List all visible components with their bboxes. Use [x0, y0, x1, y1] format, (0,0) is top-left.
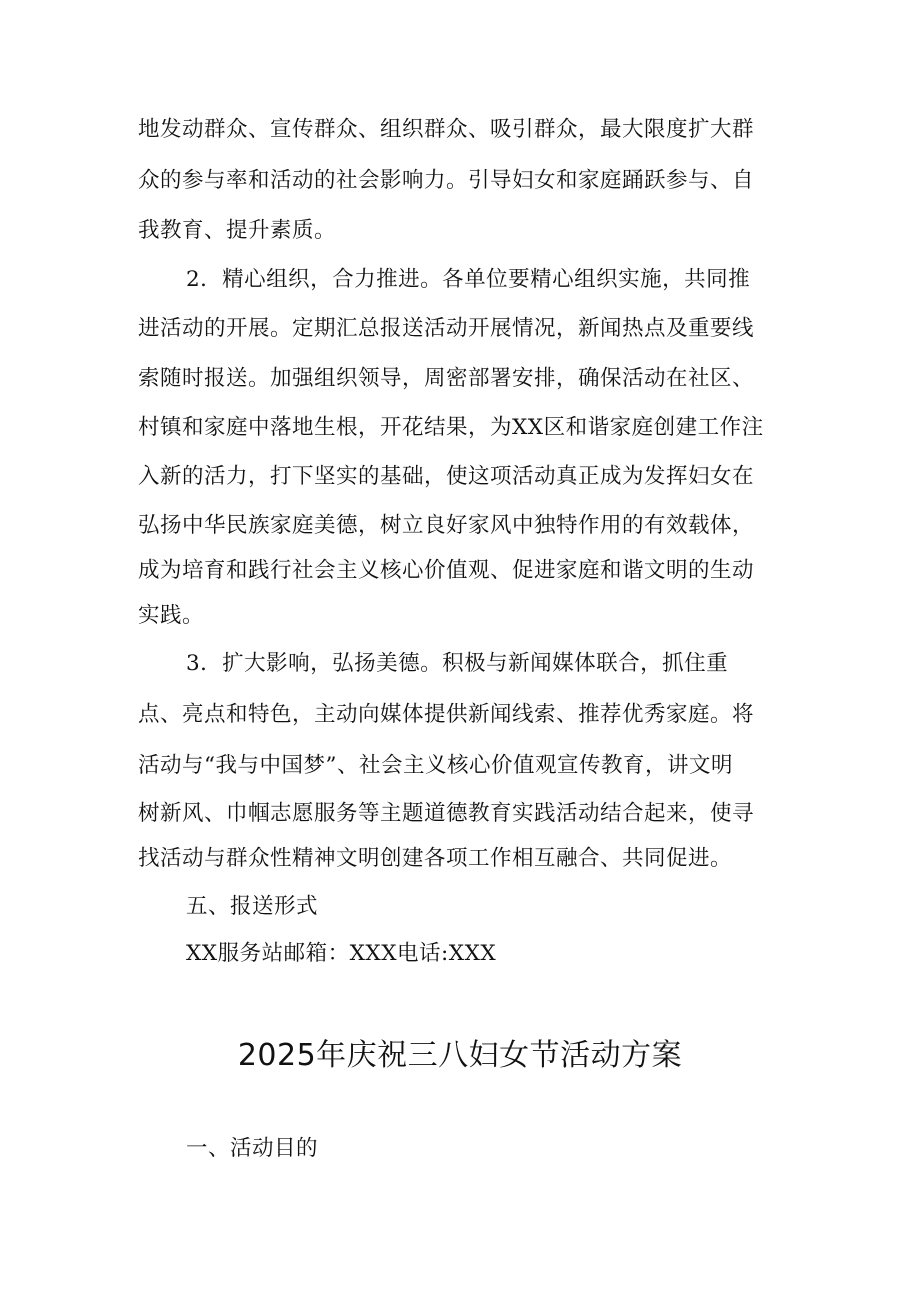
- paragraph-line: 3．扩大影响，弘扬美德。积极与新闻媒体联合，抓住重: [186, 651, 729, 676]
- paragraph-line: 索随时报送。加强组织领导，周密部署安排，确保活动在社区、: [138, 366, 755, 391]
- paragraph-line: 树新风、巾帼志愿服务等主题道德教育实践活动结合起来，使寻: [138, 801, 755, 826]
- paragraph-line: 找活动与群众性精神文明创建各项工作相互融合、共同促进。: [138, 846, 733, 871]
- document-title: 2025年庆祝三八妇女节活动方案: [237, 1038, 683, 1073]
- contact-line: XX服务站邮箱：XXX电话:XXX: [186, 941, 497, 966]
- paragraph-line: 活动与“我与中国梦”、社会主义核心价值观宣传教育，讲文明: [138, 753, 733, 778]
- paragraph-line: 众的参与率和活动的社会影响力。引导妇女和家庭踊跃参与、自: [138, 168, 755, 193]
- paragraph-line: 我教育、提升素质。: [138, 218, 337, 243]
- paragraph-line: 村镇和家庭中落地生根，开花结果，为XX区和谐家庭创建工作注: [138, 415, 764, 440]
- paragraph-line: 地发动群众、宣传群众、组织群众、吸引群众，最大限度扩大群: [138, 117, 755, 142]
- paragraph-line: 成为培育和践行社会主义核心价值观、促进家庭和谐文明的生动: [138, 558, 755, 583]
- paragraph-line: 入新的活力，打下坚实的基础，使这项活动真正成为发挥妇女在: [138, 464, 755, 489]
- paragraph-line: 弘扬中华民族家庭美德，树立良好家风中独特作用的有效载体，: [138, 513, 755, 538]
- paragraph-line: 2．精心组织，合力推进。各单位要精心组织实施，共同推: [186, 267, 751, 292]
- paragraph-line: 点、亮点和特色，主动向媒体提供新闻线索、推荐优秀家庭。将: [138, 702, 755, 727]
- section-heading-purpose: 一、活动目的: [186, 1136, 319, 1161]
- paragraph-line: 进活动的开展。定期汇总报送活动开展情况，新闻热点及重要线: [138, 316, 755, 341]
- paragraph-line: 实践。: [138, 603, 205, 628]
- section-heading-submission: 五、报送形式: [186, 894, 319, 919]
